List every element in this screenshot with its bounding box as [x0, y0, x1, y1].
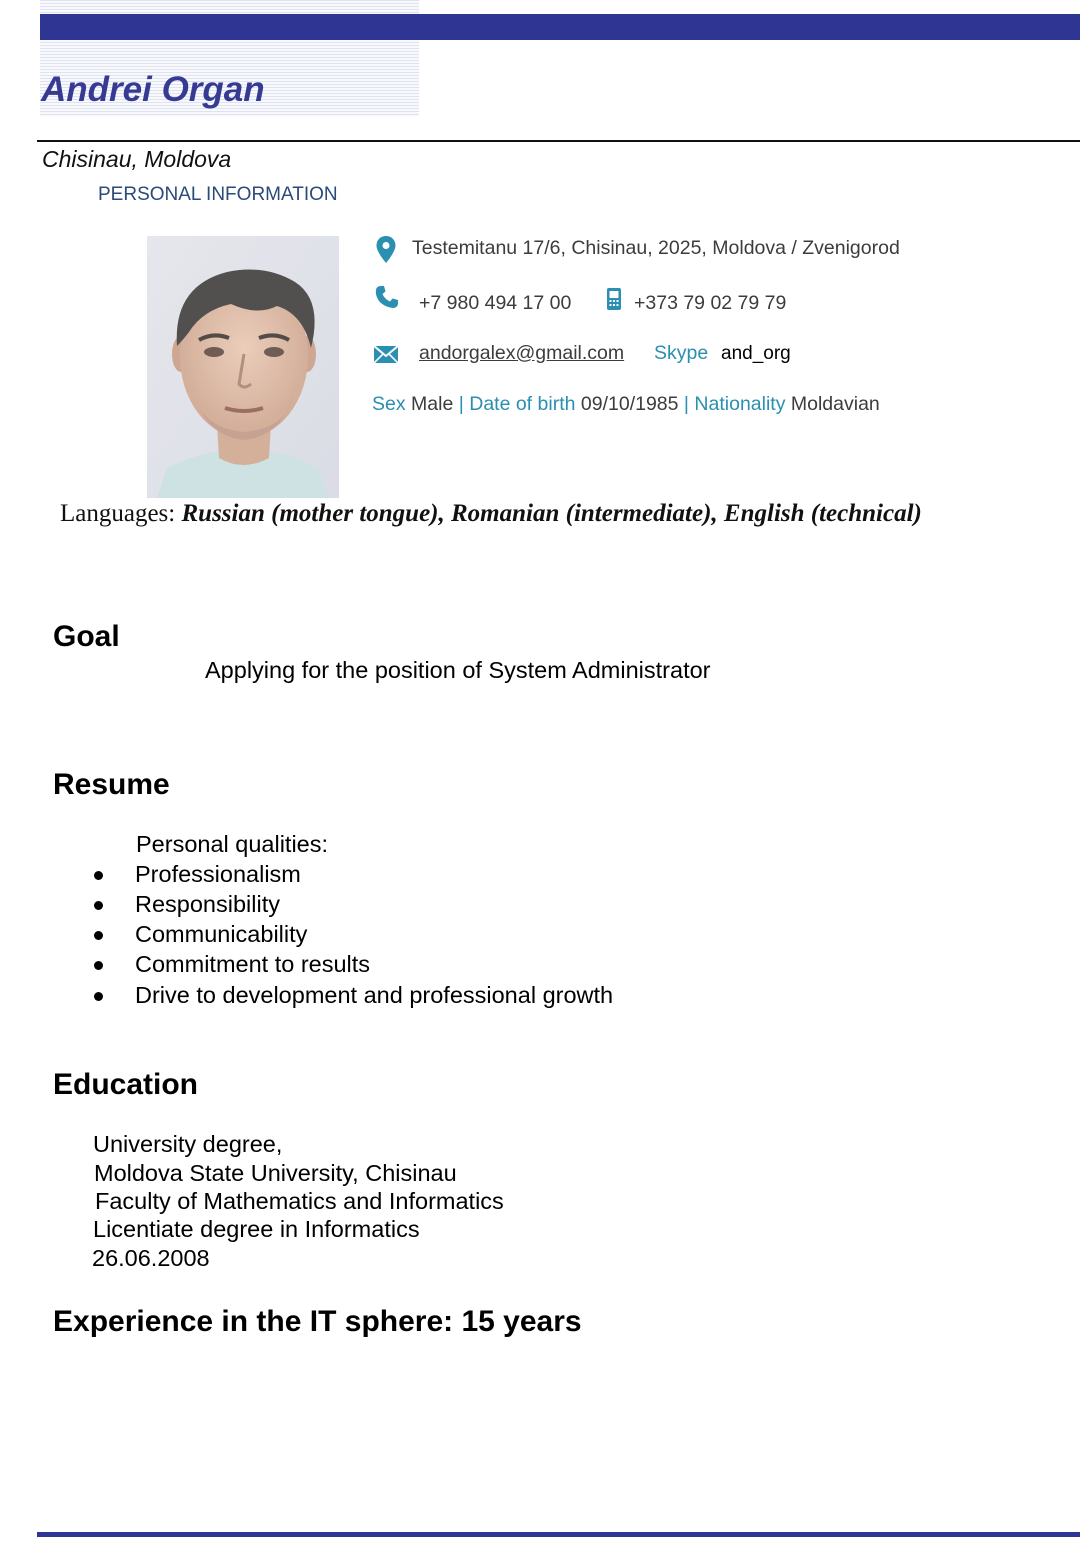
- mobile-number[interactable]: +373 79 02 79 79: [634, 292, 787, 314]
- education-line: Licentiate degree in Informatics: [93, 1216, 420, 1242]
- education-line: 26.06.2008: [92, 1245, 210, 1271]
- languages-value: Russian (mother tongue), Romanian (intermediate), English (technical): [181, 500, 922, 527]
- candidate-name: Andrei Organ: [41, 70, 265, 109]
- personal-qualities-intro: Personal qualities:: [136, 831, 329, 857]
- education-line: University degree,: [93, 1131, 283, 1157]
- bullet-icon: [94, 992, 103, 1001]
- date-of-birth-value: 09/10/1985: [580, 393, 679, 415]
- footer-divider: [37, 1532, 1080, 1537]
- education-line: Moldova State University, Chisinau: [94, 1160, 457, 1186]
- skype-id[interactable]: and_org: [721, 343, 791, 364]
- address-text: Testemitanu 17/6, Chisinau, 2025, Moldova / Zvenigorod: [412, 237, 900, 259]
- bullet-icon: [94, 961, 103, 970]
- profile-photo: [147, 236, 339, 498]
- sex-label: Sex: [372, 393, 406, 415]
- bullet-icon: [94, 901, 103, 910]
- separator: |: [458, 393, 464, 415]
- quality-item: Professionalism: [135, 861, 301, 887]
- phone-number[interactable]: +7 980 494 17 00: [419, 292, 572, 314]
- quality-item: Commitment to results: [135, 951, 371, 977]
- goal-text: Applying for the position of System Administrator: [205, 657, 711, 683]
- bullet-icon: [94, 931, 103, 940]
- separator: |: [683, 393, 689, 415]
- personal-details-row: [372, 393, 880, 416]
- experience-heading: Experience in the IT sphere: 15 years: [53, 1305, 582, 1338]
- header-divider: [37, 140, 1080, 142]
- languages-line: [60, 500, 922, 528]
- nationality-value: Moldavian: [790, 393, 880, 415]
- email-icon: [374, 346, 398, 363]
- bullet-icon: [94, 871, 103, 880]
- education-heading: Education: [53, 1068, 199, 1101]
- phone-icon: [375, 285, 399, 309]
- quality-item: Communicability: [135, 921, 308, 947]
- portrait-illustration: [147, 236, 339, 498]
- quality-item: Drive to development and professional growth: [135, 982, 614, 1008]
- mobile-phone-icon: [606, 287, 622, 311]
- languages-label: Languages:: [60, 500, 176, 527]
- skype-label: Skype: [654, 342, 709, 364]
- goal-heading: Goal: [53, 620, 120, 653]
- sex-value: Male: [411, 393, 454, 415]
- personal-information-heading: PERSONAL INFORMATION: [98, 184, 338, 205]
- location-pin-icon: [376, 236, 396, 263]
- header-bar: [40, 14, 1080, 40]
- email-link[interactable]: andorgalex@gmail.com: [419, 342, 625, 364]
- candidate-city: Chisinau, Moldova: [42, 146, 232, 172]
- date-of-birth-label: Date of birth: [469, 393, 576, 415]
- quality-item: Responsibility: [135, 891, 280, 917]
- resume-heading: Resume: [53, 768, 170, 801]
- nationality-label: Nationality: [694, 393, 786, 415]
- education-line: Faculty of Mathematics and Informatics: [95, 1188, 504, 1214]
